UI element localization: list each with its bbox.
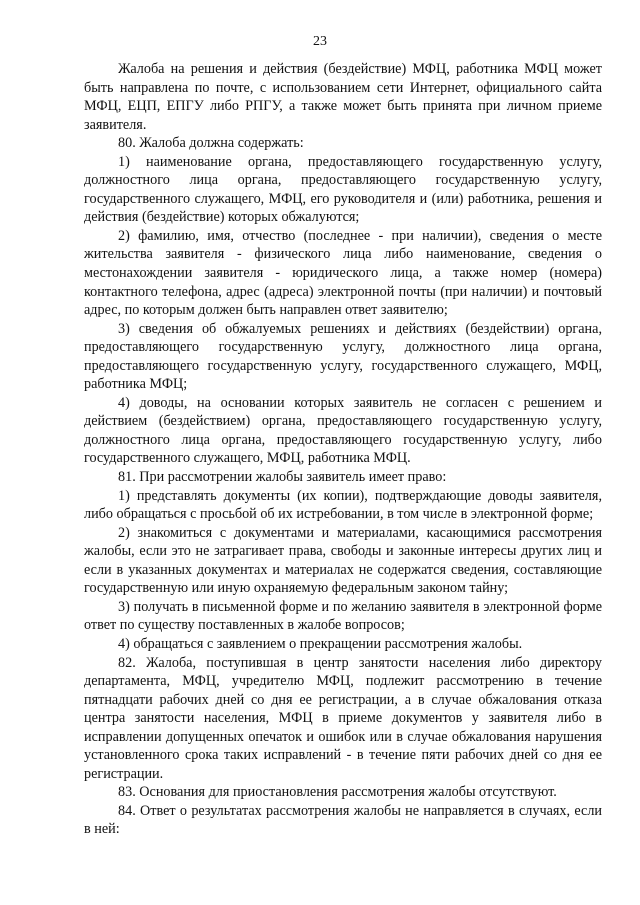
paragraph-81-item-3: 3) получать в письменной форме и по желанию заявителя в электронной форме ответ по существу поставленных в жалобе вопросов; bbox=[84, 598, 602, 634]
paragraph-80-item-4: 4) доводы, на основании которых заявитель не согласен с решением и действием (бездействием) органа, предоставляющего государственную услугу, должностного лица органа, предоставляющего государственную услугу, либо государственного служащего, МФЦ, работника МФЦ. bbox=[84, 394, 602, 467]
paragraph-80-item-3: 3) сведения об обжалуемых решениях и действиях (бездействии) органа, предоставляющего государственную услугу, должностного лица органа, предоставляющего государственную услугу, государственного служащего, МФЦ, работника МФЦ; bbox=[84, 320, 602, 393]
paragraph-81-item-4: 4) обращаться с заявлением о прекращении рассмотрения жалобы. bbox=[118, 635, 523, 652]
document-body bbox=[84, 60, 602, 839]
paragraph-83: 83. Основания для приостановления рассмотрения жалобы отсутствуют. bbox=[118, 784, 557, 801]
paragraph-82: 82. Жалоба, поступившая в центр занятости населения либо директору департамента, МФЦ, учредителю МФЦ, подлежит рассмотрению в течение пятнадцати рабочих дней со дня ее регистрации, а в случае обжалования отказа центра занятости населения, МФЦ в приеме документов у заявителя либо в исправлении допущенных опечаток и ошибок или в случае обжалования нарушения установленного срока таких исправлений - в течение пяти рабочих дней со дня ее регистрации. bbox=[84, 654, 602, 782]
paragraph-81-heading: 81. При рассмотрении жалобы заявитель имеет право: bbox=[118, 469, 447, 486]
paragraph-84: 84. Ответ о результатах рассмотрения жалобы не направляется в случаях, если в ней: bbox=[84, 802, 602, 838]
paragraph-80-item-2: 2) фамилию, имя, отчество (последнее - при наличии), сведения о месте жительства заявителя - физического лица либо наименование, сведения о местонахождении заявителя - юридического лица, а также номер (номера) контактного телефона, адрес (адреса) электронной почты (при наличии) и почтовый адрес, по которым должен быть направлен ответ заявителю; bbox=[84, 227, 602, 319]
paragraph-80-heading: 80. Жалоба должна содержать: bbox=[118, 135, 304, 152]
paragraph-81-item-2: 2) знакомиться с документами и материалами, касающимися рассмотрения жалобы, если это не затрагивает права, свободы и законные интересы других лиц и если в указанных документах и материалах не содержатся сведения, составляющие государственную или иную охраняемую федеральным законом тайну; bbox=[84, 524, 602, 597]
page-number: 23 bbox=[313, 34, 327, 49]
paragraph-81-item-1: 1) представлять документы (их копии), подтверждающие доводы заявителя, либо обращаться с просьбой об их истребовании, в том числе в электронной форме; bbox=[84, 487, 602, 523]
paragraph-80-item-1: 1) наименование органа, предоставляющего государственную услугу, должностного лица органа, предоставляющего государственную услугу, государственного служащего, МФЦ, его руководителя и (или) работника, решения и действия (бездействие) которых обжалуются; bbox=[84, 153, 602, 226]
paragraph-complaint-channels: Жалоба на решения и действия (бездействие) МФЦ, работника МФЦ может быть направлена по почте, с использованием сети Интернет, официального сайта МФЦ, ЕЦП, ЕПГУ либо РПГУ, а также может быть принята при личном приеме заявителя. bbox=[84, 61, 602, 133]
